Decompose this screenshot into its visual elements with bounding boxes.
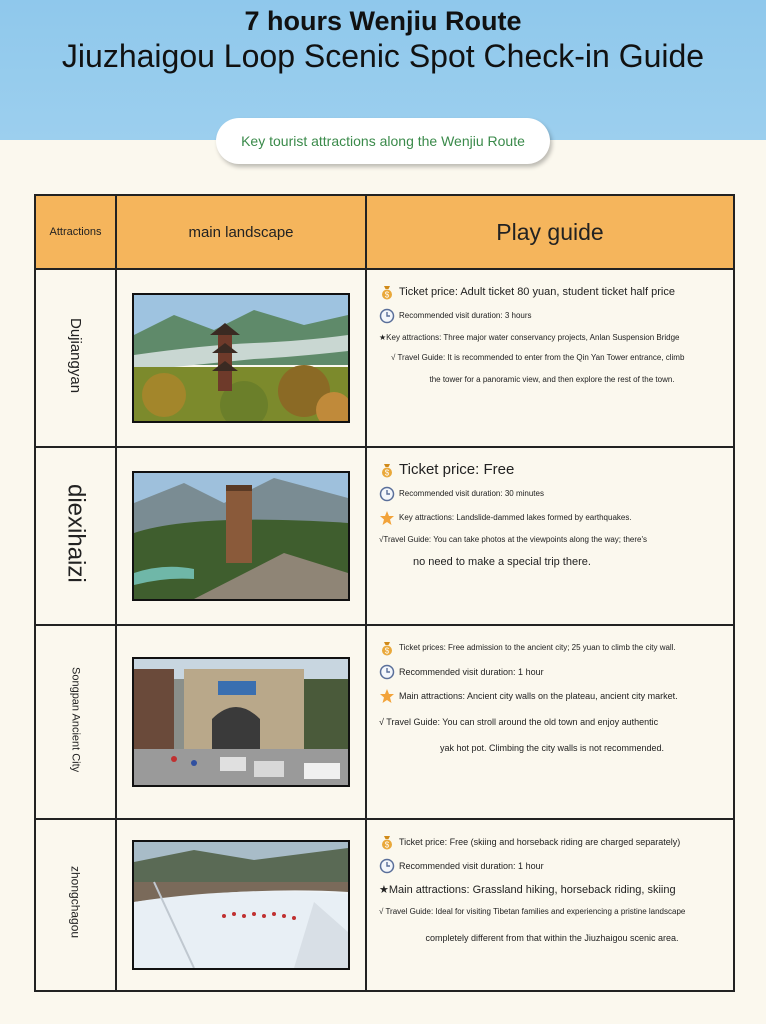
money-bag-icon	[379, 834, 395, 850]
duration-text: Recommended visit duration: 3 hours	[399, 311, 532, 320]
money-bag-icon	[379, 462, 395, 478]
attraction-name: zhongchagou	[68, 866, 83, 939]
ticket-text: Ticket prices: Free admission to the ancient city; 25 yuan to climb the city wall.	[399, 643, 676, 652]
songpan-photo	[132, 657, 350, 787]
ticket-text: Ticket price: Free	[399, 461, 515, 478]
travel-guide-text: √ Travel Guide: You can stroll around the old town and enjoy authentic	[379, 717, 659, 727]
clock-icon	[379, 486, 395, 502]
table-row	[35, 625, 734, 819]
table-row	[35, 819, 734, 991]
travel-guide-cont: yak hot pot. Climbing the city walls is not recommended.	[439, 743, 665, 753]
travel-guide-cont: the tower for a panoramic view, and then explore the rest of the town.	[429, 375, 675, 384]
attractions-table	[34, 194, 735, 992]
section-pill: Key tourist attractions along the Wenjiu Route	[216, 118, 550, 164]
travel-guide-cont: no need to make a special trip there.	[413, 556, 591, 568]
travel-guide-text: √ Travel Guide: It is recommended to enter from the Qin Yan Tower entrance, climb	[391, 353, 685, 362]
duration-text: Recommended visit duration: 1 hour	[399, 667, 544, 677]
star-icon	[379, 688, 395, 704]
attractions-text: ★Main attractions: Grassland hiking, horseback riding, skiing	[379, 884, 676, 896]
svg-text:$: $	[384, 468, 390, 478]
clock-icon	[379, 858, 395, 874]
duration-text: Recommended visit duration: 30 minutes	[399, 489, 544, 498]
money-bag-icon	[379, 640, 395, 656]
header-landscape: main landscape	[116, 195, 366, 269]
page-subtitle-title: Jiuzhaigou Loop Scenic Spot Check-in Guide	[61, 38, 705, 74]
zhongchagou-photo	[132, 840, 350, 970]
table-row	[35, 447, 734, 625]
attractions-text: Key attractions: Landslide-dammed lakes formed by earthquakes.	[399, 513, 632, 522]
svg-text:$: $	[384, 646, 390, 656]
travel-guide-cont: completely different from that within the Jiuzhaigou scenic area.	[425, 933, 679, 943]
duration-text: Recommended visit duration: 1 hour	[399, 861, 544, 871]
svg-text:$: $	[384, 290, 390, 300]
attractions-text: Main attractions: Ancient city walls on the plateau, ancient city market.	[399, 691, 678, 701]
page-title: 7 hours Wenjiu Route	[244, 6, 522, 36]
money-bag-icon	[379, 284, 395, 300]
travel-guide-text: √Travel Guide: You can take photos at the viewpoints along the way; there's	[379, 535, 648, 544]
ticket-text: Ticket price: Adult ticket 80 yuan, student ticket half price	[399, 286, 675, 298]
table-header-row	[35, 195, 734, 269]
clock-icon	[379, 308, 395, 324]
star-icon	[379, 510, 395, 526]
travel-guide-text: √ Travel Guide: Ideal for visiting Tibetan families and experiencing a pristine landscape	[379, 907, 686, 916]
attractions-text: ★Key attractions: Three major water conservancy projects, Anlan Suspension Bridge	[379, 333, 680, 342]
ticket-text: Ticket price: Free (skiing and horseback riding are charged separately)	[399, 837, 681, 847]
header-attractions: Attractions	[35, 195, 116, 269]
diexihaizi-photo	[132, 471, 350, 601]
attraction-name: Dujiangyan	[67, 317, 84, 394]
table-row	[35, 269, 734, 447]
header-guide: Play guide	[366, 195, 734, 269]
dujiangyan-photo	[132, 293, 350, 423]
attraction-name: diexihaizi	[62, 484, 90, 583]
svg-text:$: $	[384, 840, 390, 850]
clock-icon	[379, 664, 395, 680]
attraction-name: Songpan Ancient City	[69, 666, 82, 773]
